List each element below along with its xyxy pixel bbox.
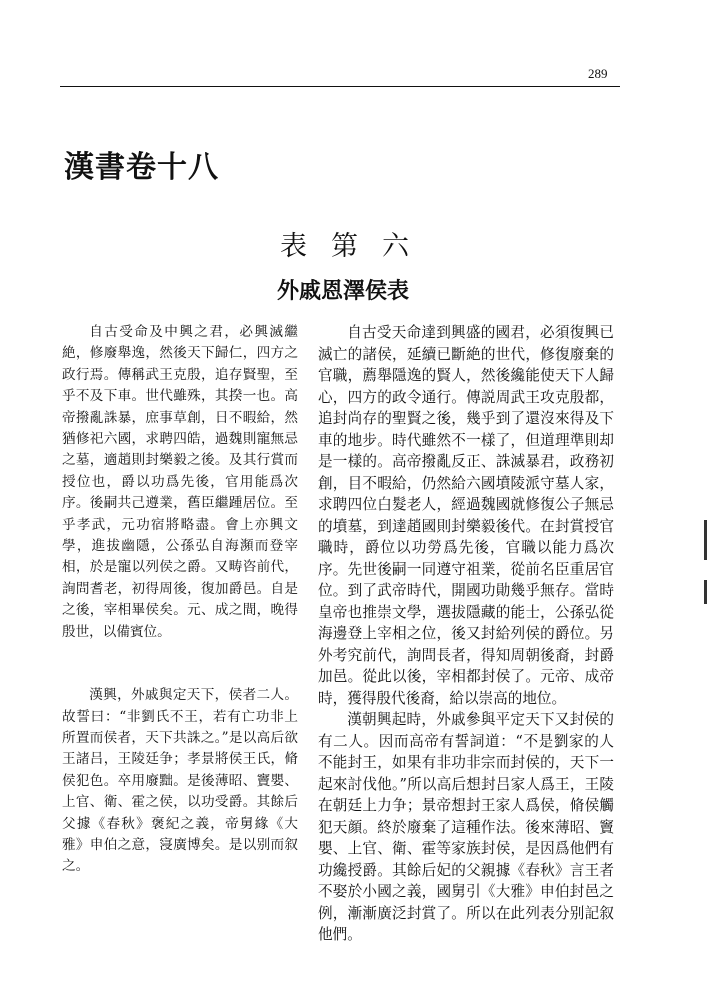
translation-paragraph-2: 漢朝興起時，外戚參與平定天下又封侯的有二人。因而高帝有誓詞道：“不是劉家的人不能封王，如果有非功非宗而封侯的，天下一起來討伐他。”所以高后想封吕家人爲王，王陵在朝廷上力争；景帝想封王家人爲侯，脩侯觸犯天顔。終於廢棄了這種作法。後來薄昭、竇嬰、上官、衛、霍等家族封侯，是因爲他們有功纔授爵。其餘后妃的父親據《春秋》言王者不娶於小國之義，國舅引《大雅》申伯封邑之例，漸漸廣泛封賞了。所以在此列表分别記叙他們。 bbox=[318, 711, 614, 943]
header-rule bbox=[60, 86, 620, 87]
original-text-column bbox=[62, 322, 298, 878]
original-paragraph-2: 漢興，外戚與定天下，侯者二人。故誓曰：“非劉氏不王，若有亡功非上所置而侯者，天下共誅之。”是以高后欲王諸吕，王陵廷争；孝景將侯王氏，脩侯犯色。卒用廢黜。是後薄昭、竇嬰、上官、衛、霍之侯，以功受爵。其餘后父據《春秋》褒紀之義，帝舅緣《大雅》申伯之意，寖廣博矣。是以别而叙之。 bbox=[62, 687, 298, 875]
section-title: 表第六 bbox=[280, 231, 433, 262]
translation-column bbox=[318, 322, 614, 946]
original-paragraph-1: 自古受命及中興之君，必興滅繼絶，修廢舉逸，然後天下歸仁，四方之政行焉。傳稱武王克殷，追存賢聖，至乎不及下車。世代雖殊，其揆一也。高帝撥亂誅暴，庶事草創，日不暇給，然猶修祀六國，求聘四皓，過魏則寵無忌之墓，適趙則封樂毅之後。及其行賞而授位也，爵以功爲先後，官用能爲次序。後嗣共己遵業，舊臣繼踵居位。至乎孝武，元功宿將略盡。會上亦興文學，進拔幽隱，公孫弘自海瀕而登宰相，於是寵以列侯之爵。又畴咨前代，詢問耆老，初得周後，復加爵邑。自是之後，宰相畢侯矣。元、成之間，晚得殷世，以備賓位。 bbox=[62, 324, 298, 640]
table-title: 外戚恩澤侯表 bbox=[277, 279, 410, 304]
translation-paragraph-1: 自古受天命達到興盛的國君，必須復興已滅亡的諸侯，延續已斷絶的世代，修復廢棄的官職，薦舉隱逸的賢人，然後纔能使天下人歸心，四方的政令通行。傳説周武王攻克殷都，追封尚存的聖賢之後，幾乎到了還沒來得及下車的地步。時代雖然不一樣了，但道理準則却是一樣的。高帝撥亂反正、誅滅暴君，政務初創，目不暇給，仍然給六國墳陵派守墓人家，求聘四位白髮老人，經過魏國就修復公子無忌的墳墓，到達趙國則封樂毅後代。在封賞授官職時，爵位以功勞爲先後，官職以能力爲次序。先世後嗣一同遵守祖業，從前名臣重居官位。到了武帝時代，開國功勛幾乎無存。當時皇帝也推崇文學，選拔隱藏的能士，公孫弘從海邊登上宰相之位，後又封給列侯的爵位。另外考究前代，詢問長者，得知周朝後裔，封爵加邑。從此以後，宰相都封侯了。元帝、成帝時，獲得殷代後裔，給以崇高的地位。 bbox=[318, 324, 614, 707]
page-number: 289 bbox=[588, 66, 608, 81]
margin-mark bbox=[704, 580, 707, 604]
book-title: 漢書卷十八 bbox=[64, 150, 219, 185]
margin-mark bbox=[704, 520, 707, 560]
